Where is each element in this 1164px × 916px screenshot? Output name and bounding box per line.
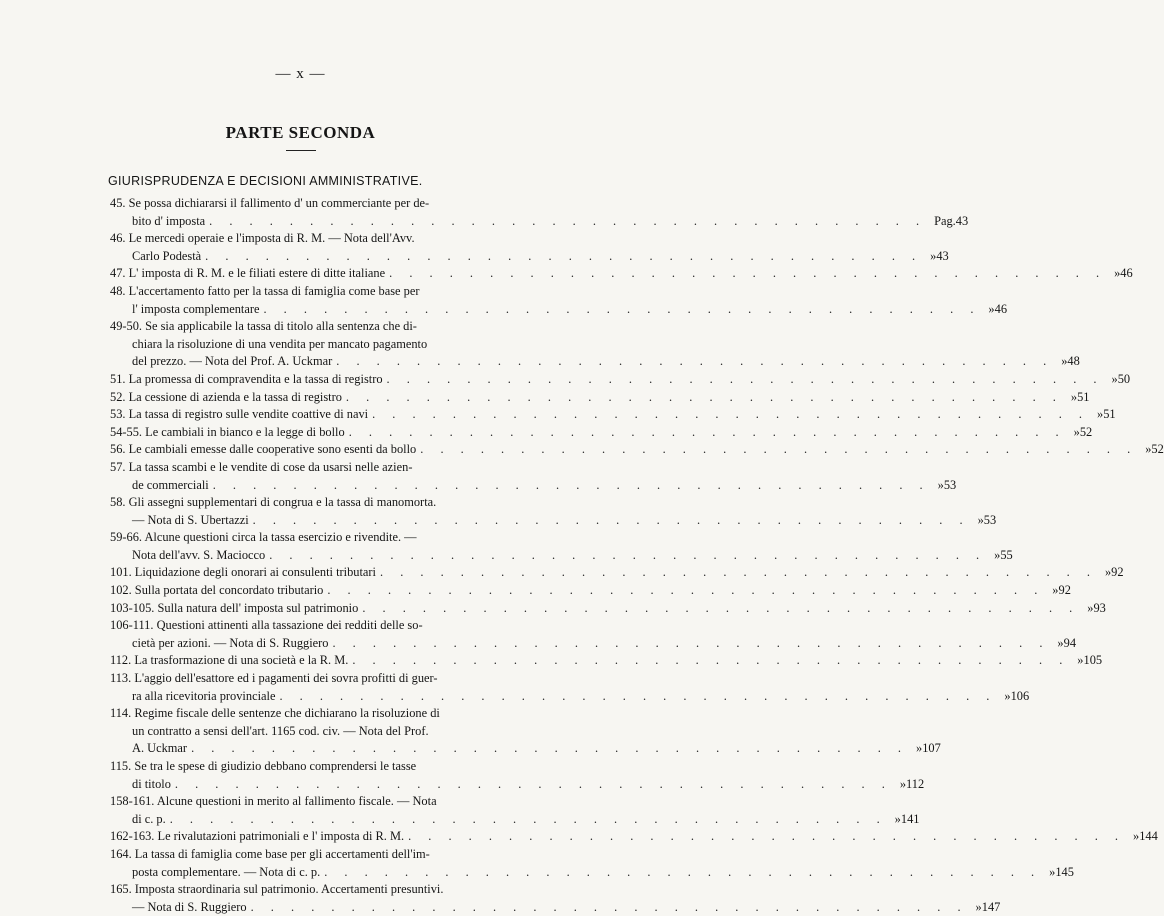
toc-entry-text bbox=[110, 828, 404, 846]
page-ref: 43 bbox=[955, 213, 969, 228]
toc-entry-line bbox=[110, 688, 1030, 706]
entry-number: 46. bbox=[110, 231, 126, 246]
toc-entry-line bbox=[110, 265, 1133, 283]
entry-number: 115. bbox=[110, 759, 132, 773]
entry-title bbox=[110, 494, 520, 512]
entry-number: 58. bbox=[110, 495, 126, 510]
entry-title bbox=[110, 230, 520, 248]
page-prefix: » bbox=[1070, 389, 1078, 404]
toc-entry-text: del prezzo. — Nota del Prof. A. Uckmar bbox=[132, 354, 333, 369]
entry-title-text: Sulla natura dell' imposta sul patrimonio bbox=[157, 600, 359, 615]
toc-entry bbox=[110, 389, 1090, 407]
page-prefix: » bbox=[1052, 583, 1059, 598]
entry-number: 158-161. bbox=[110, 794, 155, 809]
toc-entry bbox=[110, 371, 1131, 389]
page-ref: 53 bbox=[983, 512, 997, 527]
entry-number: 51. bbox=[110, 371, 126, 386]
toc-entry-line bbox=[110, 371, 1131, 389]
page-ref: 46 bbox=[1120, 266, 1133, 281]
page-ref: 53 bbox=[943, 477, 957, 492]
dot-leader: . . . . . . . . . . . . . . . . . . . . . . . . . . . . . . . . . . . . bbox=[327, 583, 1045, 598]
entry-title-text: La cessione di azienda e la tassa di registro bbox=[128, 389, 342, 404]
toc-entry-text: Carlo Podestà bbox=[132, 248, 202, 263]
page-ref: 43 bbox=[936, 248, 949, 263]
entry-title-text: Regime fiscale delle sentenze che dichiarano la risoluzione di bbox=[134, 706, 440, 721]
entry-number: 162-163. bbox=[110, 829, 155, 844]
dot-leader: . . . . . . . . . . . . . . . . . . . . . . . . . . . . . . . . . . . . bbox=[362, 600, 1080, 615]
toc-entry-line bbox=[110, 864, 1074, 882]
entry-title bbox=[110, 617, 520, 635]
page-ref: 147 bbox=[981, 899, 1001, 914]
dot-leader: . . . . . . . . . . . . . . . . . . . . . . . . . . . . . . . . . . . . bbox=[332, 635, 1050, 650]
toc-entry-text: l' imposta complementare bbox=[132, 301, 260, 316]
page-prefix: » bbox=[894, 811, 901, 826]
dot-leader: . . . . . . . . . . . . . . . . . . . . . . . . . . . . . . . . . . . . bbox=[205, 248, 923, 263]
page-prefix: » bbox=[1097, 407, 1104, 422]
toc-entry-line bbox=[110, 301, 1008, 319]
entry-number: 59-66. bbox=[110, 530, 143, 545]
entry-title-text: Sulla portata del concordato tributario bbox=[134, 583, 324, 598]
entry-number: 103-105. bbox=[110, 600, 155, 615]
toc-entry bbox=[110, 881, 1001, 916]
title-rule bbox=[286, 150, 316, 151]
entry-number: 52. bbox=[110, 389, 126, 404]
page-ref: 52 bbox=[1079, 424, 1093, 439]
page-ref: 52 bbox=[1151, 442, 1164, 457]
page-ref: 51 bbox=[1103, 407, 1116, 422]
toc-entry-line bbox=[110, 512, 997, 530]
entry-title bbox=[110, 459, 520, 477]
toc-entry-text bbox=[110, 265, 385, 283]
toc-entry bbox=[110, 195, 969, 230]
dot-leader: . . . . . . . . . . . . . . . . . . . . . . . . . . . . . . . . . . . . bbox=[386, 371, 1104, 386]
toc-entry-text: di titolo bbox=[132, 776, 171, 791]
toc-entry-text: A. Uckmar bbox=[132, 741, 188, 756]
toc-entry-text: cietà per azioni. — Nota di S. Ruggiero bbox=[132, 635, 329, 650]
entry-number: 57. bbox=[110, 459, 126, 474]
entry-title-text: Le mercedi operaie e l'imposta di R. M. — Nota dell'Avv. bbox=[128, 231, 415, 246]
entry-title-text: Le cambiali in bianco e la legge di bollo bbox=[145, 424, 345, 439]
toc-entry-text: — Nota di S. Ubertazzi bbox=[132, 512, 249, 527]
toc-entry-text: di c. p. bbox=[132, 811, 166, 826]
toc-entry bbox=[110, 318, 1080, 371]
page-prefix: » bbox=[916, 741, 923, 756]
page-prefix: » bbox=[1077, 653, 1084, 668]
dot-leader: . . . . . . . . . . . . . . . . . . . . . . . . . . . . . . . . . . . . bbox=[191, 741, 908, 756]
toc-entry bbox=[110, 265, 1133, 283]
toc-entry-text: posta complementare. — Nota di c. p. bbox=[132, 864, 321, 879]
toc-entry-text: — Nota di S. Ruggiero bbox=[132, 899, 247, 914]
toc-entry bbox=[110, 424, 1093, 442]
page-prefix: » bbox=[1049, 864, 1056, 879]
entry-title bbox=[110, 318, 520, 336]
toc-entry-line bbox=[110, 564, 1124, 582]
toc-entry bbox=[110, 406, 1116, 424]
entry-number: 113. bbox=[110, 671, 132, 686]
toc-entry-text bbox=[110, 424, 345, 442]
dot-leader: . . . . . . . . . . . . . . . . . . . . . . . . . . . . . . . . . . . . bbox=[250, 899, 968, 914]
entry-title-text: L'accertamento fatto per la tassa di famiglia come base per bbox=[128, 283, 420, 298]
entry-number: 165. bbox=[110, 882, 132, 897]
entry-number: 49-50. bbox=[110, 319, 143, 334]
entry-title-text: Gli assegni supplementari di congrua e la tassa di manomorta. bbox=[128, 495, 437, 510]
toc-entry-text bbox=[110, 389, 342, 407]
toc-entry-text bbox=[110, 600, 358, 618]
section-title: GIURISPRUDENZA E DECISIONI AMMINISTRATIVE. bbox=[108, 174, 423, 188]
entry-title bbox=[110, 529, 520, 547]
toc-entry bbox=[110, 793, 920, 828]
toc-entry-line bbox=[110, 600, 1106, 618]
page-ref: 141 bbox=[900, 811, 920, 826]
toc-entry-line bbox=[110, 740, 941, 758]
page-ref: 107 bbox=[922, 741, 941, 756]
dot-leader: . . . . . . . . . . . . . . . . . . . . . . . . . . . . . . . . . . . . bbox=[263, 301, 981, 316]
entry-title-text: Se possa dichiararsi il fallimento d' un commerciante per de- bbox=[128, 196, 430, 210]
entry-title-line2: chiara la risoluzione di una vendita per mancato pagamento bbox=[132, 336, 428, 351]
entry-title bbox=[110, 846, 520, 864]
entry-title-text: La tassa di famiglia come base per gli accertamenti dell'im- bbox=[134, 846, 430, 861]
entry-title-text: La trasformazione di una società e la R. M. bbox=[134, 653, 349, 668]
dot-leader: . . . . . . . . . . . . . . . . . . . . . . . . . . . . . . . . . . . . bbox=[420, 442, 1138, 457]
entry-title bbox=[110, 670, 520, 688]
entry-title-text: Imposta straordinaria sul patrimonio. Accertamenti presuntivi. bbox=[134, 882, 444, 897]
page-ref: 105 bbox=[1083, 653, 1103, 668]
page-prefix: » bbox=[899, 776, 907, 791]
entry-number: 102. bbox=[110, 583, 132, 598]
page-ref: 94 bbox=[1063, 635, 1077, 650]
page-ref: 46 bbox=[994, 301, 1008, 316]
dot-leader: . . . . . . . . . . . . . . . . . . . . . . . . . . . . . . . . . . . . bbox=[352, 653, 1070, 668]
entry-number: 56. bbox=[110, 442, 126, 457]
entry-title-text: Alcune questioni circa la tassa esercizio e rivendite. — bbox=[144, 530, 417, 545]
toc-entry bbox=[110, 441, 1164, 459]
entry-title-text: Questioni attinenti alla tassazione dei redditi delle so- bbox=[156, 618, 423, 633]
page-prefix: » bbox=[930, 248, 937, 263]
dot-leader: . . . . . . . . . . . . . . . . . . . . . . . . . . . . . . . . . . . . bbox=[169, 811, 887, 826]
entry-number: 48. bbox=[110, 283, 126, 298]
toc-entry-line bbox=[110, 424, 1093, 442]
dot-leader: . . . . . . . . . . . . . . . . . . . . . . . . . . . . . . . . . . . . bbox=[212, 477, 930, 492]
toc-entry-line bbox=[110, 248, 949, 266]
page-prefix: » bbox=[1073, 424, 1080, 439]
entry-number: 54-55. bbox=[110, 424, 143, 439]
toc-entry-line bbox=[110, 406, 1116, 424]
entry-title-text: L' imposta di R. M. e le filiati estere di ditte italiane bbox=[128, 266, 386, 281]
dot-leader: . . . . . . . . . . . . . . . . . . . . . . . . . . . . . . . . . . . . bbox=[348, 424, 1066, 439]
page-prefix: » bbox=[975, 899, 982, 914]
entry-title bbox=[110, 793, 520, 811]
page-prefix: » bbox=[1111, 371, 1118, 386]
entry-number: 53. bbox=[110, 407, 126, 422]
page-prefix: » bbox=[1145, 442, 1152, 457]
toc-entry-text bbox=[110, 441, 416, 459]
toc-entry bbox=[110, 529, 1013, 564]
toc-entry-line bbox=[110, 652, 1103, 670]
toc-entry-text: ra alla ricevitoria provinciale bbox=[132, 688, 276, 703]
toc-entry bbox=[110, 617, 1077, 652]
page-ref: 92 bbox=[1111, 565, 1124, 580]
toc-entry-text bbox=[110, 564, 376, 582]
entry-number: 164. bbox=[110, 846, 132, 861]
entry-number: 101. bbox=[110, 565, 132, 580]
toc-entry-line bbox=[110, 353, 1080, 371]
toc-entry-line bbox=[110, 477, 957, 495]
toc-entry-line bbox=[110, 776, 925, 794]
table-of-contents bbox=[110, 195, 1164, 916]
dot-leader: . . . . . . . . . . . . . . . . . . . . . . . . . . . . . . . . . . . . bbox=[408, 829, 1126, 844]
toc-entry-text: Nota dell'avv. S. Maciocco bbox=[132, 547, 266, 562]
toc-entry-line bbox=[110, 389, 1090, 407]
entry-title-text: Se sia applicabile la tassa di titolo alla sentenza che di- bbox=[145, 319, 417, 334]
page-ref: 48 bbox=[1067, 354, 1080, 369]
toc-entry bbox=[110, 582, 1071, 600]
page-ref: 145 bbox=[1055, 864, 1074, 879]
dot-leader: . . . . . . . . . . . . . . . . . . . . . . . . . . . . . . . . . . . . bbox=[209, 213, 927, 228]
dot-leader: . . . . . . . . . . . . . . . . . . . . . . . . . . . . . . . . . . . . bbox=[345, 389, 1063, 404]
entry-title-text: La tassa scambi e le vendite di cose da usarsi nelle azien- bbox=[128, 459, 413, 474]
toc-entry bbox=[110, 846, 1074, 881]
page-ref: 55 bbox=[1000, 547, 1013, 562]
toc-entry bbox=[110, 230, 949, 265]
entry-title-text: La promessa di compravendita e la tassa di registro bbox=[128, 371, 383, 386]
toc-entry-line bbox=[110, 213, 969, 231]
entry-number: 114. bbox=[110, 706, 132, 721]
toc-entry-line bbox=[110, 441, 1164, 459]
entry-number: 106-111. bbox=[110, 618, 154, 633]
dot-leader: . . . . . . . . . . . . . . . . . . . . . . . . . . . . . . . . . . . . bbox=[380, 565, 1097, 580]
entry-title-text: La tassa di registro sulle vendite coattive di navi bbox=[128, 407, 369, 422]
toc-entry-text: de commerciali bbox=[132, 477, 209, 492]
page-prefix: » bbox=[1004, 688, 1011, 703]
page-prefix: » bbox=[1087, 600, 1094, 615]
page-number: — x — bbox=[275, 66, 326, 82]
page-prefix: » bbox=[1114, 266, 1121, 281]
entry-title-text: Alcune questioni in merito al fallimento fiscale. — Nota bbox=[156, 794, 437, 809]
toc-entry-text bbox=[110, 582, 323, 600]
entry-title bbox=[110, 758, 520, 776]
toc-entry bbox=[110, 564, 1124, 582]
dot-leader: . . . . . . . . . . . . . . . . . . . . . . . . . . . . . . . . . . . . bbox=[252, 512, 970, 527]
part-title: PARTE SECONDA bbox=[225, 123, 376, 142]
page-prefix: Pag. bbox=[934, 213, 956, 228]
dot-leader: . . . . . . . . . . . . . . . . . . . . . . . . . . . . . . . . . . . . bbox=[324, 864, 1042, 879]
page-ref: 93 bbox=[1093, 600, 1106, 615]
page-ref: 112 bbox=[906, 776, 925, 791]
entry-title-text: Liquidazione degli onorari ai consulenti tributari bbox=[134, 565, 376, 580]
toc-entry bbox=[110, 459, 957, 494]
toc-entry-line bbox=[110, 811, 920, 829]
toc-entry bbox=[110, 670, 1030, 705]
toc-entry bbox=[110, 600, 1106, 618]
toc-entry bbox=[110, 494, 997, 529]
page-prefix: » bbox=[977, 512, 984, 527]
page-ref: 106 bbox=[1010, 688, 1030, 703]
page-ref: 144 bbox=[1139, 829, 1158, 844]
dot-leader: . . . . . . . . . . . . . . . . . . . . . . . . . . . . . . . . . . . . bbox=[174, 776, 892, 791]
page-prefix: » bbox=[994, 547, 1001, 562]
page-prefix: » bbox=[1057, 635, 1064, 650]
toc-entry bbox=[110, 652, 1103, 670]
toc-entry-text: bito d' imposta bbox=[132, 213, 206, 228]
entry-title bbox=[110, 283, 520, 301]
dot-leader: . . . . . . . . . . . . . . . . . . . . . . . . . . . . . . . . . . . . bbox=[389, 266, 1107, 281]
page-ref: 50 bbox=[1117, 371, 1131, 386]
entry-title-text: L'aggio dell'esattore ed i pagamenti dei sovra profitti di guer- bbox=[134, 671, 438, 686]
toc-entry bbox=[110, 758, 925, 793]
entry-title bbox=[110, 705, 520, 723]
page-prefix: » bbox=[937, 477, 944, 492]
toc-entry-text bbox=[110, 652, 348, 670]
page-prefix: » bbox=[1133, 829, 1140, 844]
entry-title-line2: un contratto a sensi dell'art. 1165 cod. civ. — Nota del Prof. bbox=[132, 723, 429, 738]
entry-number: 45. bbox=[110, 196, 126, 210]
page-prefix: » bbox=[988, 301, 995, 316]
toc-entry bbox=[110, 705, 941, 758]
page-ref: 92 bbox=[1058, 583, 1071, 598]
toc-entry-line bbox=[110, 547, 1013, 565]
entry-title bbox=[110, 195, 520, 213]
toc-entry-line bbox=[110, 635, 1077, 653]
dot-leader: . . . . . . . . . . . . . . . . . . . . . . . . . . . . . . . . . . . . bbox=[372, 407, 1090, 422]
dot-leader: . . . . . . . . . . . . . . . . . . . . . . . . . . . . . . . . . . . . bbox=[279, 688, 997, 703]
toc-entry-line bbox=[110, 899, 1001, 916]
toc-entry-text bbox=[110, 371, 383, 389]
page-prefix: » bbox=[1104, 565, 1112, 580]
dot-leader: . . . . . . . . . . . . . . . . . . . . . . . . . . . . . . . . . . . . bbox=[336, 354, 1054, 369]
entry-number: 47. bbox=[110, 266, 126, 281]
entry-title-text: Le cambiali emesse dalle cooperative sono esenti da bollo bbox=[128, 442, 417, 457]
toc-entry bbox=[110, 828, 1158, 846]
page-prefix: » bbox=[1061, 354, 1068, 369]
entry-title bbox=[110, 881, 520, 899]
entry-number: 112. bbox=[110, 653, 132, 668]
toc-entry-text bbox=[110, 406, 368, 424]
page-ref: 51 bbox=[1077, 389, 1090, 404]
toc-entry-line bbox=[110, 828, 1158, 846]
dot-leader: . . . . . . . . . . . . . . . . . . . . . . . . . . . . . . . . . . . . bbox=[269, 547, 987, 562]
entry-title-text: Le rivalutazioni patrimoniali e l' imposta di R. M. bbox=[157, 829, 405, 844]
toc-entry bbox=[110, 283, 1008, 318]
entry-title-text: Se tra le spese di giudizio debbano comprendersi le tasse bbox=[134, 759, 417, 773]
toc-entry-line bbox=[110, 582, 1071, 600]
